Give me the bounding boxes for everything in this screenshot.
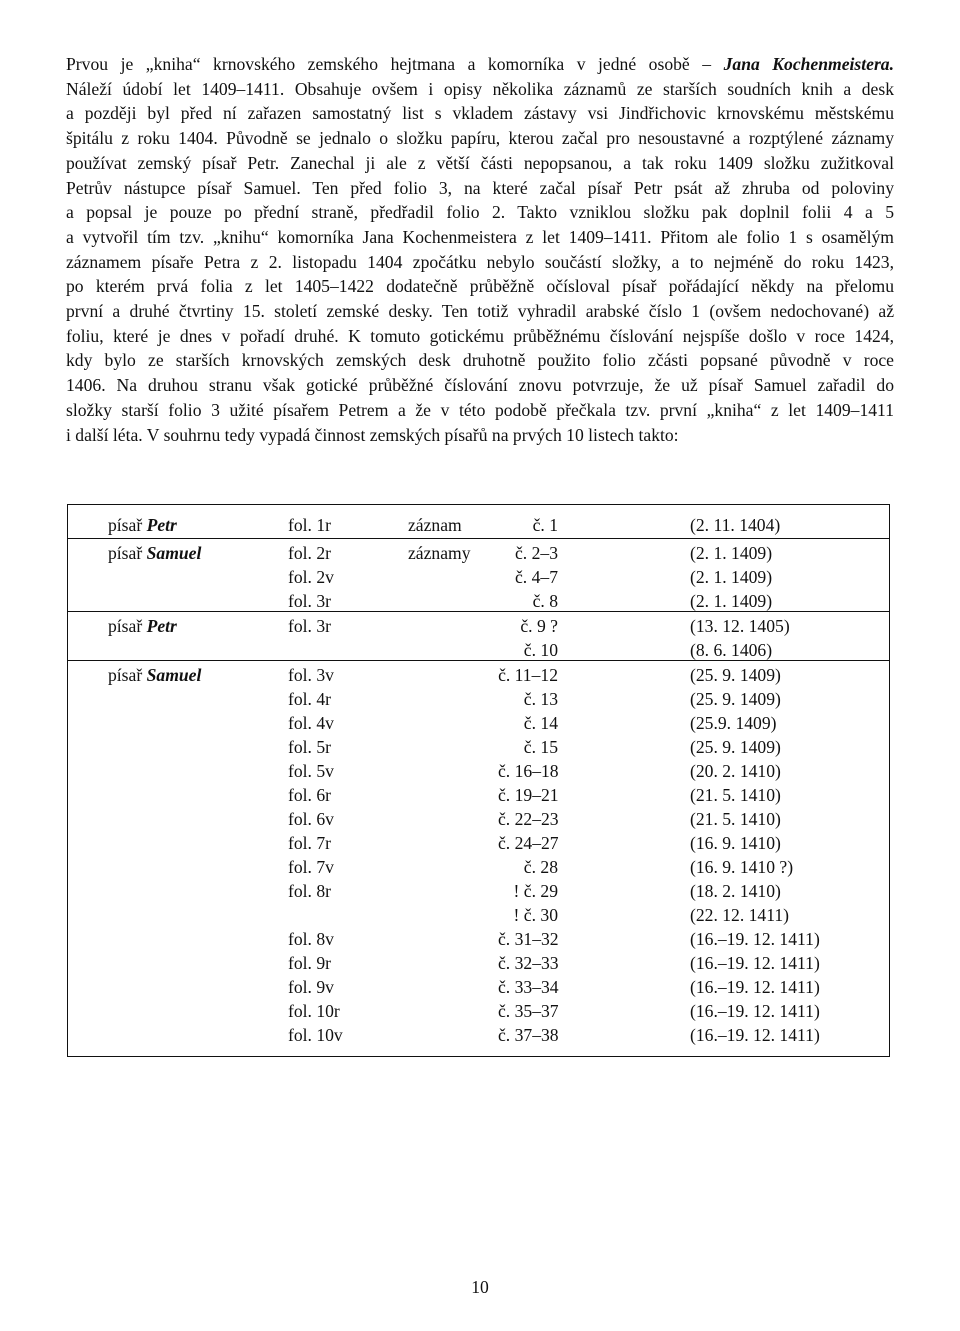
record-number-cell: č. 13 [523,689,558,709]
table-row [68,759,889,783]
record-number-cell: č. 11–12 [498,665,558,685]
table-row [68,663,889,687]
paragraph-line: první a druhé čtvrtiny 15. století zemské desky. Ten totiž vyhradil arabské číslo 1 (ovšem nedochované) až [66,301,894,322]
table-row [68,541,889,565]
record-kind-cell: záznamy [408,543,471,563]
record-number-cell: č. 8 [532,591,558,611]
paragraph-line: i další léta. V souhrnu tedy vypadá činnost zemských písařů na prvých 10 listech takto: [66,424,679,445]
date-cell: (2. 1. 1409) [690,591,773,611]
date-cell: (16.–19. 12. 1411) [690,1025,820,1045]
record-kind-cell: záznam [408,515,462,535]
date-cell: (2. 11. 1404) [690,515,781,535]
table-row [68,565,889,589]
record-number-cell: č. 24–27 [498,833,559,853]
paragraph-line: složky starší folio 3 užité písařem Petrem a že v této podobě přečkala tzv. první „kniha“ z let 1409–1411 [66,399,894,420]
table-row [68,999,889,1023]
date-cell: (13. 12. 1405) [690,616,790,636]
scribe-name: Petr [146,515,177,535]
table-row [68,1023,889,1047]
record-number-cell: č. 37–38 [498,1025,559,1045]
paragraph-line: a popsal je pouze po přední straně, předřadil folio 2. Takto vzniklou složku pak doplnil folii 4 a 5 [66,202,894,223]
folio-cell: fol. 3r [288,616,331,636]
person-name-emphasis: Jana Kochenmeistera. [723,54,894,74]
paragraph-line: špitálu z roku 1404. Původně se jednalo o složku papíru, kterou začal pro nesoustavné a rozptýlené záznamy [66,128,894,149]
record-number-cell: č. 9 ? [520,616,558,636]
scribe-name: Samuel [146,665,202,685]
record-number-cell: č. 33–34 [498,977,559,997]
scribe-label: písař [108,543,147,563]
record-number-cell: ! č. 30 [513,905,558,925]
scribe-cell [108,513,177,537]
date-cell: (25. 9. 1409) [690,689,781,709]
scribe-cell [108,614,177,638]
scribe-name: Samuel [146,543,202,563]
scribe-label: písař [108,515,147,535]
paragraph-line: po kterém prvá folia z let 1405–1422 dodatečně průběžně očísloval písař pořádající někdy na přelomu [66,276,894,297]
folio-cell: fol. 10v [288,1025,343,1045]
date-cell: (22. 12. 1411) [690,905,790,925]
record-number-cell: č. 19–21 [498,785,559,805]
table-row [68,903,889,927]
folio-cell: fol. 1r [288,515,331,535]
folio-cell: fol. 4r [288,689,331,709]
table-row [68,807,889,831]
table-divider [68,538,889,539]
folio-cell: fol. 3v [288,665,334,685]
paragraph-line: Petrův nástupce písař Samuel. Ten před folio 3, na které začal písař Petr psát až zhruba od poloviny [66,177,894,198]
table-row [68,711,889,735]
folio-cell: fol. 6v [288,809,334,829]
folio-cell: fol. 6r [288,785,331,805]
record-number-cell: č. 15 [523,737,558,757]
table-row [68,589,889,613]
table-row [68,855,889,879]
paragraph-line: 1406. Na druhou stranu však gotické průběžné číslování znovu potvrzuje, že už písař Samuel zařadil do [66,375,894,396]
table-row [68,638,889,662]
record-number-cell: č. 28 [523,857,558,877]
date-cell: (25.9. 1409) [690,713,777,733]
paragraph-line: foliu, které je dnes v pořadí druhé. K tomuto gotickému průběžnému číslování nejspíše došlo v roce 1424, [66,325,894,346]
folio-cell: fol. 5r [288,737,331,757]
date-cell: (2. 1. 1409) [690,543,773,563]
date-cell: (16. 9. 1410) [690,833,781,853]
date-cell: (20. 2. 1410) [690,761,781,781]
date-cell: (25. 9. 1409) [690,665,781,685]
date-cell: (8. 6. 1406) [690,640,773,660]
table-row [68,975,889,999]
date-cell: (18. 2. 1410) [690,881,781,901]
record-number-cell: č. 31–32 [498,929,559,949]
folio-cell: fol. 10r [288,1001,340,1021]
scribe-table [67,504,890,1057]
scribe-label: písař [108,616,147,636]
table-row [68,927,889,951]
page-number: 10 [471,1277,489,1297]
paragraph-line: používat zemský písař Petr. Zanechal ji ale z větší části nepopsanou, a tak roku 1409 složku zužitkoval [66,152,894,173]
folio-cell: fol. 4v [288,713,334,733]
date-cell: (25. 9. 1409) [690,737,781,757]
date-cell: (16.–19. 12. 1411) [690,1001,820,1021]
body-paragraph [66,52,894,447]
date-cell: (16.–19. 12. 1411) [690,977,820,997]
record-number-cell: č. 35–37 [498,1001,559,1021]
record-number-cell: č. 2–3 [515,543,558,563]
paragraph-line: a vytvořil tím tzv. „knihu“ komorníka Jana Kochenmeistera z let 1409–1411. Přitom ale folio 1 s osamělým [66,226,894,247]
date-cell: (21. 5. 1410) [690,809,781,829]
paragraph-line: záznamem písaře Petra z 2. listopadu 1404 zpočátku nebylo součástí složky, a to nejméně do roku 1423, [66,251,894,272]
record-number-cell: č. 16–18 [498,761,559,781]
table-row [68,687,889,711]
date-cell: (2. 1. 1409) [690,567,773,587]
scribe-name: Petr [146,616,177,636]
date-cell: (16.–19. 12. 1411) [690,953,820,973]
folio-cell: fol. 8v [288,929,334,949]
folio-cell: fol. 2v [288,567,334,587]
folio-cell: fol. 7r [288,833,331,853]
table-row [68,614,889,638]
date-cell: (21. 5. 1410) [690,785,781,805]
table-row [68,951,889,975]
folio-cell: fol. 7v [288,857,334,877]
paragraph-line: a později byl před ní zařazen samostatný list s vkladem zástavy vsi Jindřichovic krnovskému městskému [66,103,894,124]
table-row [68,513,889,537]
scribe-cell [108,541,201,565]
table-row [68,879,889,903]
paragraph-line: Náleží údobí let 1409–1411. Obsahuje ovšem i opisy několika záznamů ze starších soudních knih a desk [66,78,894,99]
table-row [68,735,889,759]
scribe-cell [108,663,201,687]
record-number-cell: č. 14 [523,713,558,733]
date-cell: (16.–19. 12. 1411) [690,929,820,949]
record-number-cell: č. 32–33 [498,953,559,973]
record-number-cell: č. 4–7 [515,567,558,587]
folio-cell: fol. 9v [288,977,334,997]
folio-cell: fol. 8r [288,881,331,901]
record-number-cell: ! č. 29 [513,881,558,901]
record-number-cell: č. 1 [532,515,558,535]
folio-cell: fol. 5v [288,761,334,781]
table-row [68,783,889,807]
record-number-cell: č. 22–23 [498,809,559,829]
table-row [68,831,889,855]
record-number-cell: č. 10 [523,640,558,660]
folio-cell: fol. 9r [288,953,331,973]
paragraph-line: kdy bylo ze starších krnovských zemských desk druhotně použito folio zčásti popsané původně v roce [66,350,894,371]
folio-cell: fol. 3r [288,591,331,611]
date-cell: (16. 9. 1410 ?) [690,857,794,877]
folio-cell: fol. 2r [288,543,331,563]
paragraph-line: Prvou je „kniha“ krnovského zemského hejtmana a komorníka v jedné osobě – Jana Kochenmeistera. [66,54,894,74]
scribe-label: písař [108,665,147,685]
